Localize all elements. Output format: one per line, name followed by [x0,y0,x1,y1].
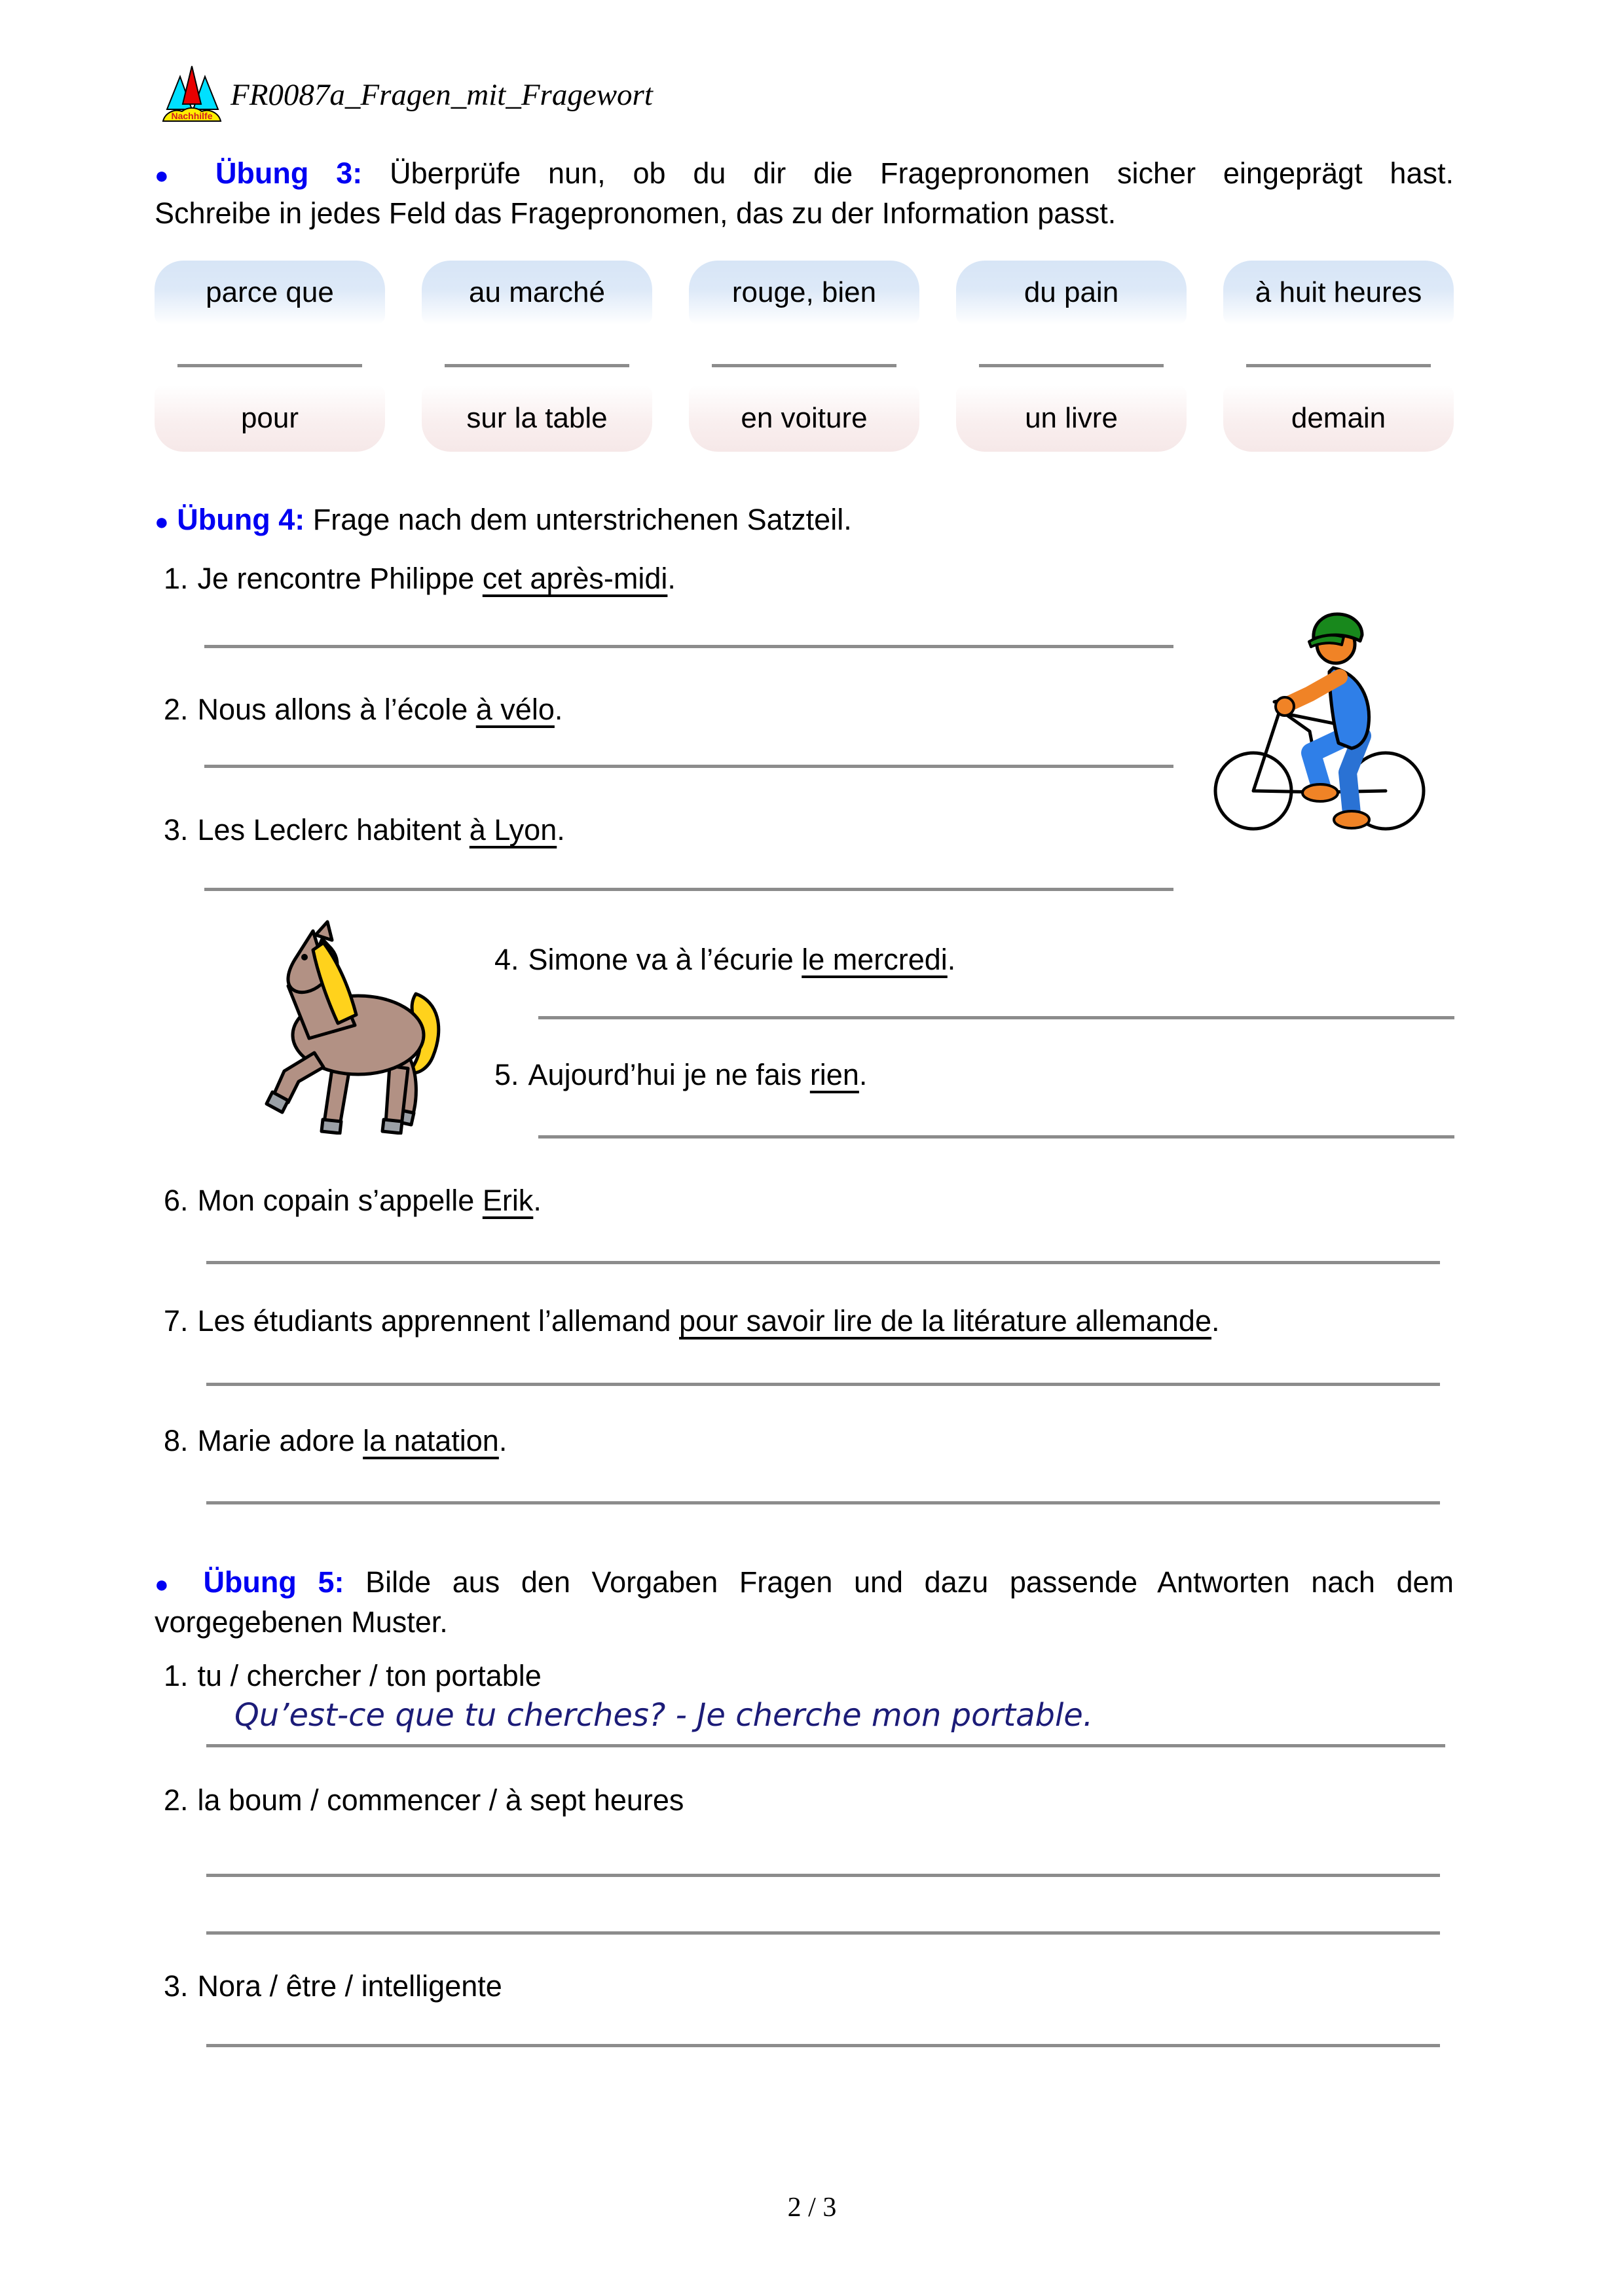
answer-line [206,1383,1440,1386]
prompt-text: la boum / commencer / à sept heures [197,1783,684,1817]
sentence-end: . [667,562,676,595]
logo-text: Nachhilfe [171,111,213,121]
word-box [956,261,1187,325]
bullet-icon: ● [155,508,169,535]
word-box-label: au marché [469,276,605,308]
word-box-label: rouge, bien [731,276,877,308]
exercise4-item-3 [164,813,565,847]
ubung3-label: Übung 3: [215,156,363,190]
ubung3-text1: Überprüfe nun, ob du dir die Fragepronomen sicher eingeprägt hast. [390,156,1454,190]
answer-line [712,364,896,367]
page-number: 2 / 3 [787,2193,837,2223]
prompt-text: tu / chercher / ton portable [197,1659,542,1692]
exercise5-item-2 [164,1783,684,1817]
word-box-label: en voiture [741,402,868,434]
item-number: 1. [164,1659,189,1692]
word-box-label: demain [1291,402,1386,434]
exercise4-item-8 [164,1424,507,1458]
exercise4-item-7 [164,1304,1220,1338]
word-box [1223,385,1454,452]
answer-line [206,2044,1440,2047]
sentence-end: . [557,813,565,847]
sentence-end: . [533,1184,542,1217]
item-number: 6. [164,1184,189,1217]
sentence-text: Aujourd’hui je ne fais [528,1058,810,1091]
ubung5-text2: vorgegebenen Muster. [155,1605,448,1639]
sentence-text: Marie adore [197,1424,363,1457]
underlined-part: Erik [482,1184,534,1217]
item-number: 2. [164,1783,189,1817]
sentence-end: . [1211,1304,1220,1338]
sentence-end: . [554,693,563,726]
word-box-answer-lines [155,364,1454,367]
ubung5-text1: Bilde aus den Vorgaben Fragen und dazu passende Antworten nach dem [365,1565,1454,1599]
sentence-text: Nous allons à l’école [197,693,476,726]
document-title: FR0087a_Fragen_mit_Fragewort [231,78,653,112]
sentence-end: . [498,1424,507,1457]
sentence-text: Les Leclerc habitent [197,813,470,847]
word-box-label: un livre [1025,402,1118,434]
answer-line [538,1135,1454,1139]
answer-line [204,888,1173,891]
answer-line [206,1931,1440,1935]
horse-clipart [231,909,450,1135]
cyclist-clipart [1211,597,1428,833]
word-box [155,261,385,325]
item-number: 5. [494,1058,519,1091]
underlined-part: la natation [363,1424,499,1457]
exercise5-item-1 [164,1659,542,1693]
word-box-label: pour [240,402,299,434]
exercise4-item-6 [164,1184,542,1218]
underlined-part: à vélo [475,693,555,726]
word-box [422,261,652,325]
answer-line [177,364,362,367]
item-number: 1. [164,562,189,595]
ubung5-label: Übung 5: [203,1565,344,1599]
answer-line [538,1016,1454,1019]
ubung3-heading-line1 [155,155,1454,194]
word-box-row-blue [155,261,1454,325]
bullet-icon: ● [155,1571,182,1597]
word-box-label: à huit heures [1255,276,1422,308]
ubung5-heading-line1 [155,1563,1454,1603]
word-box [689,385,919,452]
underlined-part: pour savoir lire de la litérature allemande [679,1304,1211,1338]
answer-line [204,645,1173,648]
answer-line [206,1501,1440,1504]
exercise4-item-5 [494,1058,867,1092]
exercise4-item-1 [164,562,676,596]
sentence-end: . [858,1058,868,1091]
word-box [956,385,1187,452]
underlined-part: cet après-midi [482,562,668,595]
sentence-text: Simone va à l’écurie [528,943,802,976]
ubung4-intro: Frage nach dem unterstrichenen Satzteil. [312,503,852,536]
ubung4-heading [155,501,852,541]
sentence-text: Mon copain s’appelle [197,1184,483,1217]
underlined-part: le mercredi [802,943,948,976]
exercise5-item-3 [164,1969,502,2003]
underlined-part: à Lyon [469,813,557,847]
exercise4-item-2 [164,693,563,727]
ubung4-label: Übung 4: [177,503,305,536]
word-box-label: sur la table [466,402,608,434]
nachhilfe-logo [159,62,225,128]
word-box [155,385,385,452]
sentence-end: . [947,943,956,976]
answer-line [206,1874,1440,1877]
word-box [1223,261,1454,325]
item-number: 4. [494,943,519,976]
ubung3-heading [155,155,1454,232]
word-box-label: parce que [206,276,334,308]
underlined-part: rien [809,1058,859,1091]
sentence-text: Je rencontre Philippe [197,562,483,595]
exercise4-item-4 [494,943,955,977]
item-number: 7. [164,1304,189,1338]
answer-line [206,1744,1445,1747]
prompt-text: Nora / être / intelligente [197,1969,502,2003]
ubung3-text2: Schreibe in jedes Feld das Fragepronomen, das zu der Information passt. [155,196,1116,230]
word-box [422,385,652,452]
answer-line [1246,364,1431,367]
answer-line [204,765,1173,768]
bullet-icon: ● [155,162,189,189]
answer-line [979,364,1164,367]
handwritten-answer: Qu’est-ce que tu cherches? - Je cherche mon portable. [234,1697,1094,1734]
answer-line [445,364,629,367]
item-number: 3. [164,813,189,847]
ubung5-heading [155,1563,1454,1641]
word-box-row-pink [155,385,1454,452]
word-box-label: du pain [1024,276,1119,308]
item-number: 8. [164,1424,189,1457]
answer-line [206,1261,1440,1264]
item-number: 2. [164,693,189,726]
item-number: 3. [164,1969,189,2003]
sentence-text: Les étudiants apprennent l’allemand [197,1304,680,1338]
word-box [689,261,919,325]
